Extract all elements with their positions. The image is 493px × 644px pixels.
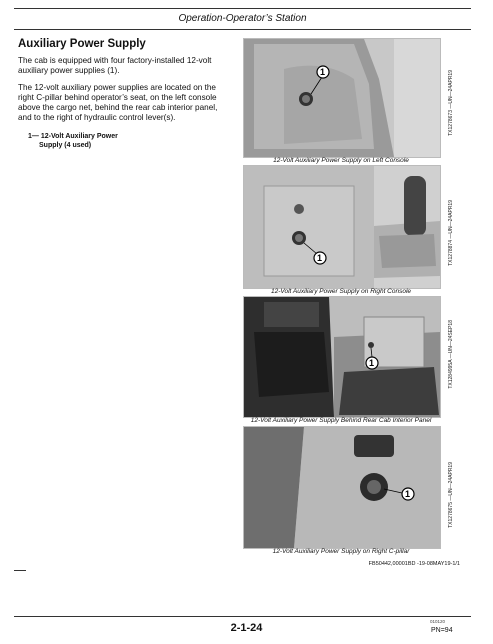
svg-text:1: 1 <box>405 489 411 499</box>
figure-code: TX1278874 —UN—24APR19 <box>448 200 454 266</box>
figure-code: TX1284995A —UN—24SEP18 <box>448 320 454 389</box>
text-column <box>18 38 230 150</box>
page-header <box>14 8 471 30</box>
right-console-illustration <box>244 166 440 288</box>
figure-right-console <box>243 165 441 289</box>
figure-c-pillar <box>243 426 441 549</box>
legend-line-1: 1— 12-Volt Auxiliary Power <box>28 133 118 140</box>
callout-1-icon <box>317 66 329 78</box>
callout-1-icon <box>402 488 414 500</box>
section-title: Auxiliary Power Supply <box>18 38 146 50</box>
footer-rule <box>14 616 471 617</box>
svg-text:1: 1 <box>317 253 323 263</box>
callout-1-icon <box>366 357 378 369</box>
callout-1-icon <box>314 252 326 264</box>
figure-caption: 12-Volt Auxiliary Power Supply on Right Console <box>270 288 412 295</box>
legend-rule <box>14 570 26 571</box>
figure-caption: 12-Volt Auxiliary Power Supply Behind Rear Cab Interior Panel <box>250 417 432 424</box>
c-pillar-illustration <box>244 427 440 548</box>
figure-caption: 12-Volt Auxiliary Power Supply on Left Console <box>273 157 409 164</box>
figure-code: TX1278675 —UN—24APR19 <box>448 462 454 528</box>
legend-line-2: Supply (4 used) <box>39 141 92 149</box>
svg-text:1: 1 <box>320 67 326 77</box>
document-reference: FB50442,00001BD -19-08MAY19-1/1 <box>368 561 460 567</box>
left-console-illustration <box>244 39 440 157</box>
figure-caption: 12-Volt Auxiliary Power Supply on Right C-pillar <box>272 548 410 555</box>
location-paragraph: The 12-volt auxiliary power supplies are located on the right C-pillar behind operator’s seat, on the left console above the cargo net, behind the rear cab interior panel, and to the right of hydraulic control lever(s). <box>18 83 218 122</box>
figure-code: TX1278673 —UN—24APR19 <box>448 70 454 136</box>
rear-panel-illustration <box>244 297 440 417</box>
callout-legend <box>28 133 230 150</box>
figure-rear-panel <box>243 296 441 418</box>
header-title: Operation-Operator’s Station <box>178 13 307 24</box>
footer-date: 010120 <box>430 619 446 624</box>
figure-left-console <box>243 38 441 158</box>
intro-paragraph: The cab is equipped with four factory-installed 12-volt auxiliary power supplies (1). <box>18 56 212 75</box>
page-number: 2-1-24 <box>230 622 263 634</box>
svg-text:1: 1 <box>369 358 375 368</box>
pn-number: PN=94 <box>431 627 453 634</box>
